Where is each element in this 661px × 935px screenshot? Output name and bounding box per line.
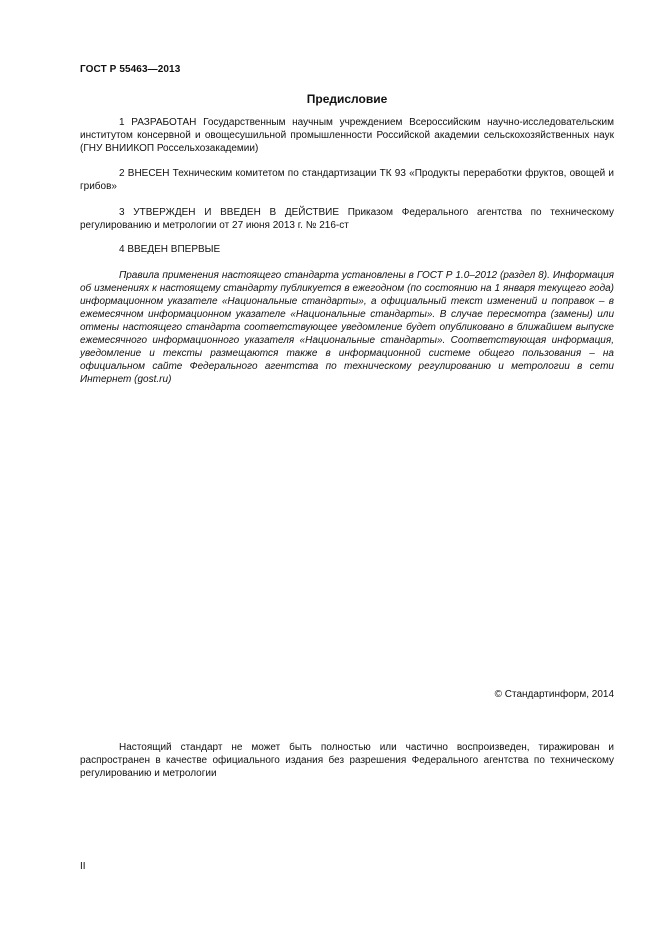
copyright-line: © Стандартинформ, 2014: [494, 689, 614, 700]
standard-code: ГОСТ Р 55463—2013: [80, 64, 181, 75]
foreword-item-introduced: 2 ВНЕСЕН Техническим комитетом по стандартизации ТК 93 «Продукты переработки фруктов, овощей и грибов»: [80, 168, 614, 192]
foreword-item-approved: 3 УТВЕРЖДЕН И ВВЕДЕН В ДЕЙСТВИЕ Приказом Федерального агентства по техническому регулированию и метрологии от 27 июня 2013 г. № 216-ст: [80, 207, 614, 231]
page-number: II: [80, 861, 86, 872]
foreword-title: Предисловие: [306, 92, 388, 106]
rules-note: Правила применения настоящего стандарта установлены в ГОСТ Р 1.0–2012 (раздел 8). Информация об изменениях к настоящему стандарту публикуется в ежегодном (по состоянию на 1 января текущего года) информационном указателе «Национальные стандарты», а официальный текст изменений и поправок – в ежемесячном информационном указателе «Национальные стандарты». В случае пересмотра (замены) или отмены настоящего стандарта соответствующее уведомление будет опубликовано в ближайшем выпуске ежемесячного информационного указателя «Национальные стандарты». Соответствующая информация, уведомление и тексты размещаются также в информационной системе общего пользования – на официальном сайте Федерального агентства по техническому регулированию и метрологии в сети Интернет (gost.ru): [80, 270, 614, 385]
reproduction-notice: Настоящий стандарт не может быть полностью или частично воспроизведен, тиражирован и распространен в качестве официального издания без разрешения Федерального агентства по техническому регулированию и метрологии: [80, 742, 614, 779]
foreword-item-developed: 1 РАЗРАБОТАН Государственным научным учреждением Всероссийским научно-исследовательским институтом консервной и овощесушильной промышленности Российской академии сельскохозяйственных наук (ГНУ ВНИИКОП Россельхозакадемии): [80, 117, 614, 154]
foreword-item-first-introduced: 4 ВВЕДЕН ВПЕРВЫЕ: [119, 244, 221, 255]
